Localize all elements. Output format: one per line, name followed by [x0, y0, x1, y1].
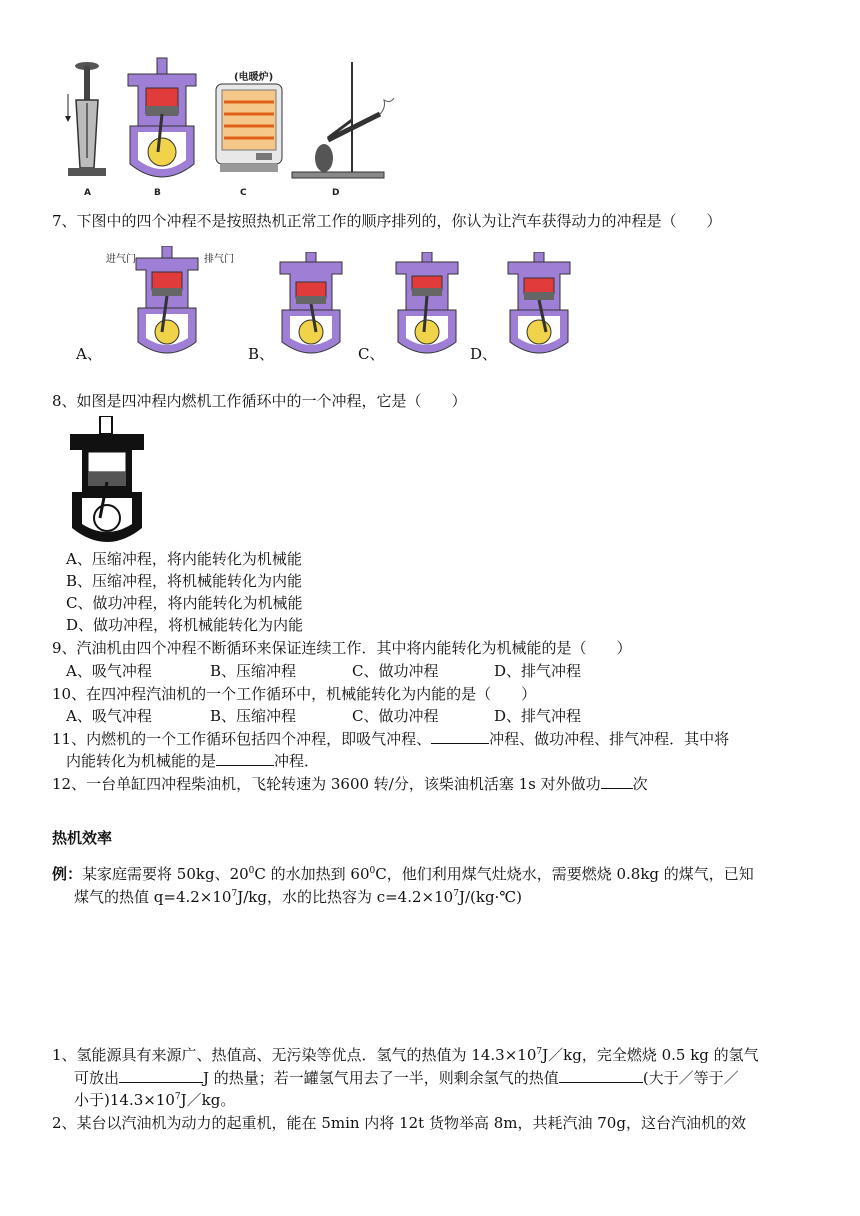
- p1-text-2b: J 的热量；若一罐氢气用去了一半，则剩余氢气的热值: [203, 1069, 559, 1087]
- example-line-1: [52, 864, 754, 884]
- p1-text-2c: (大于／等于／: [642, 1069, 739, 1087]
- q11-part-3: 内能转化为机械能的是: [66, 752, 217, 770]
- question-8-text: 8、如图是四冲程内燃机工作循环中的一个冲程，它是（ ）: [52, 392, 467, 410]
- q11-blank-2[interactable]: [216, 751, 274, 766]
- q7-option-a: A、: [76, 345, 102, 363]
- q7-option-b: B、: [248, 345, 275, 363]
- p1-sup-1: 7: [536, 1047, 543, 1057]
- q10-option-a: A、吸气冲程: [66, 707, 152, 725]
- q7-option-d: D、: [470, 345, 498, 363]
- problem-1-line-3: [74, 1090, 235, 1110]
- q9-option-c: C、做功冲程: [352, 662, 439, 680]
- heater-caption: (电暖炉): [234, 72, 274, 83]
- question-12-text: [52, 774, 648, 794]
- test-tube-stand-illustration: [288, 58, 398, 182]
- problem-1-line-2: [74, 1068, 739, 1088]
- p1-text-3b: J／kg。: [180, 1091, 236, 1109]
- p1-text-1b: J／kg，完全燃烧 0.5 kg 的氢气: [542, 1046, 759, 1064]
- problem-1-line-1: [52, 1045, 759, 1065]
- example-text-1c: C，他们利用煤气灶烧水，需要燃烧 0.8kg 的煤气，已知: [375, 865, 754, 883]
- question-11-line-2: [66, 751, 319, 771]
- example-sup-2: 0: [369, 866, 376, 876]
- figure-label-a: A: [84, 188, 91, 198]
- problem-2-text: 2、某台以汽油机为动力的起重机，能在 5min 内将 12t 货物举高 8m，共耗汽油 70g，这台汽油机的效: [52, 1114, 746, 1132]
- example-line-2: [74, 887, 522, 907]
- q11-blank-1[interactable]: [431, 729, 489, 744]
- q11-part-4: 冲程．: [274, 752, 320, 770]
- q8-option-a: A、压缩冲程，将内能转化为机械能: [66, 550, 302, 568]
- q7-option-c: C、: [358, 345, 385, 363]
- exhaust-valve-label: 排气门: [204, 254, 234, 265]
- q10-option-d: D、排气冲程: [494, 707, 582, 725]
- question-11-line-1: [52, 729, 729, 749]
- p1-text-1a: 1、氢能源具有来源广、热值高、无污染等优点．氢气的热值为 14.3×10: [52, 1046, 537, 1064]
- example-text-2c: J/(kg·℃): [458, 888, 522, 906]
- question-9-text: 9、汽油机由四个冲程不断循环来保证连续工作．其中将内能转化为机械能的是（ ）: [52, 639, 632, 657]
- q8-engine-stroke-icon: [66, 416, 148, 546]
- example-sup-3: 7: [231, 889, 238, 899]
- q8-option-b: B、压缩冲程，将机械能转化为内能: [66, 572, 303, 590]
- example-label: 例：: [52, 865, 83, 883]
- engine-cylinder-illustration: [122, 56, 202, 186]
- figure-label-c: C: [240, 188, 247, 198]
- q12-blank[interactable]: [601, 774, 633, 789]
- p1-sup-2: 7: [174, 1092, 181, 1102]
- intake-valve-label: 进气门: [106, 254, 136, 265]
- example-text-2a: 煤气的热值 q=4.2×10: [74, 888, 232, 906]
- section-title: 热机效率: [52, 829, 113, 847]
- compression-syringe-illustration: [62, 58, 112, 186]
- q10-option-c: C、做功冲程: [352, 707, 439, 725]
- q9-option-b: B、压缩冲程: [210, 662, 297, 680]
- q12-part-2: 次: [632, 775, 648, 793]
- example-text-1b: C 的水加热到 60: [254, 865, 370, 883]
- p1-text-3a: 小于)14.3×10: [74, 1091, 175, 1109]
- q11-part-2: 冲程、做功冲程、排气冲程．其中将: [489, 730, 730, 748]
- stroke-c-engine-icon: [392, 252, 462, 360]
- question-10-text: 10、在四冲程汽油机的一个工作循环中，机械能转化为内能的是（ ）: [52, 685, 537, 703]
- q11-part-1: 11、内燃机的一个工作循环包括四个冲程，即吸气冲程、: [52, 730, 432, 748]
- q8-option-c: C、做功冲程，将内能转化为机械能: [66, 594, 303, 612]
- stroke-a-engine-icon: [132, 246, 202, 360]
- q8-option-d: D、做功冲程，将机械能转化为内能: [66, 616, 304, 634]
- example-sup-1: 0: [248, 866, 255, 876]
- p1-blank-2[interactable]: [559, 1068, 643, 1083]
- example-text-2b: J/kg，水的比热容为 c=4.2×10: [237, 888, 454, 906]
- stroke-b-engine-icon: [276, 252, 346, 360]
- figure-label-b: B: [154, 188, 161, 198]
- electric-heater-illustration: [212, 80, 286, 180]
- q9-option-d: D、排气冲程: [494, 662, 582, 680]
- p1-text-2a: 可放出: [74, 1069, 120, 1087]
- q12-part-1: 12、一台单缸四冲程柴油机，飞轮转速为 3600 转/分，该柴油机活塞 1s 对外做功: [52, 775, 601, 793]
- figure-label-d: D: [332, 188, 340, 198]
- stroke-d-engine-icon: [504, 252, 574, 360]
- q9-option-a: A、吸气冲程: [66, 662, 152, 680]
- question-7-text: 7、下图中的四个冲程不是按照热机正常工作的顺序排列的，你认为让汽车获得动力的冲程是（ ）: [52, 212, 722, 230]
- q10-option-b: B、压缩冲程: [210, 707, 297, 725]
- example-sup-4: 7: [453, 889, 459, 899]
- p1-blank-1[interactable]: [119, 1068, 203, 1083]
- example-text-1a: 某家庭需要将 50kg、20: [82, 865, 249, 883]
